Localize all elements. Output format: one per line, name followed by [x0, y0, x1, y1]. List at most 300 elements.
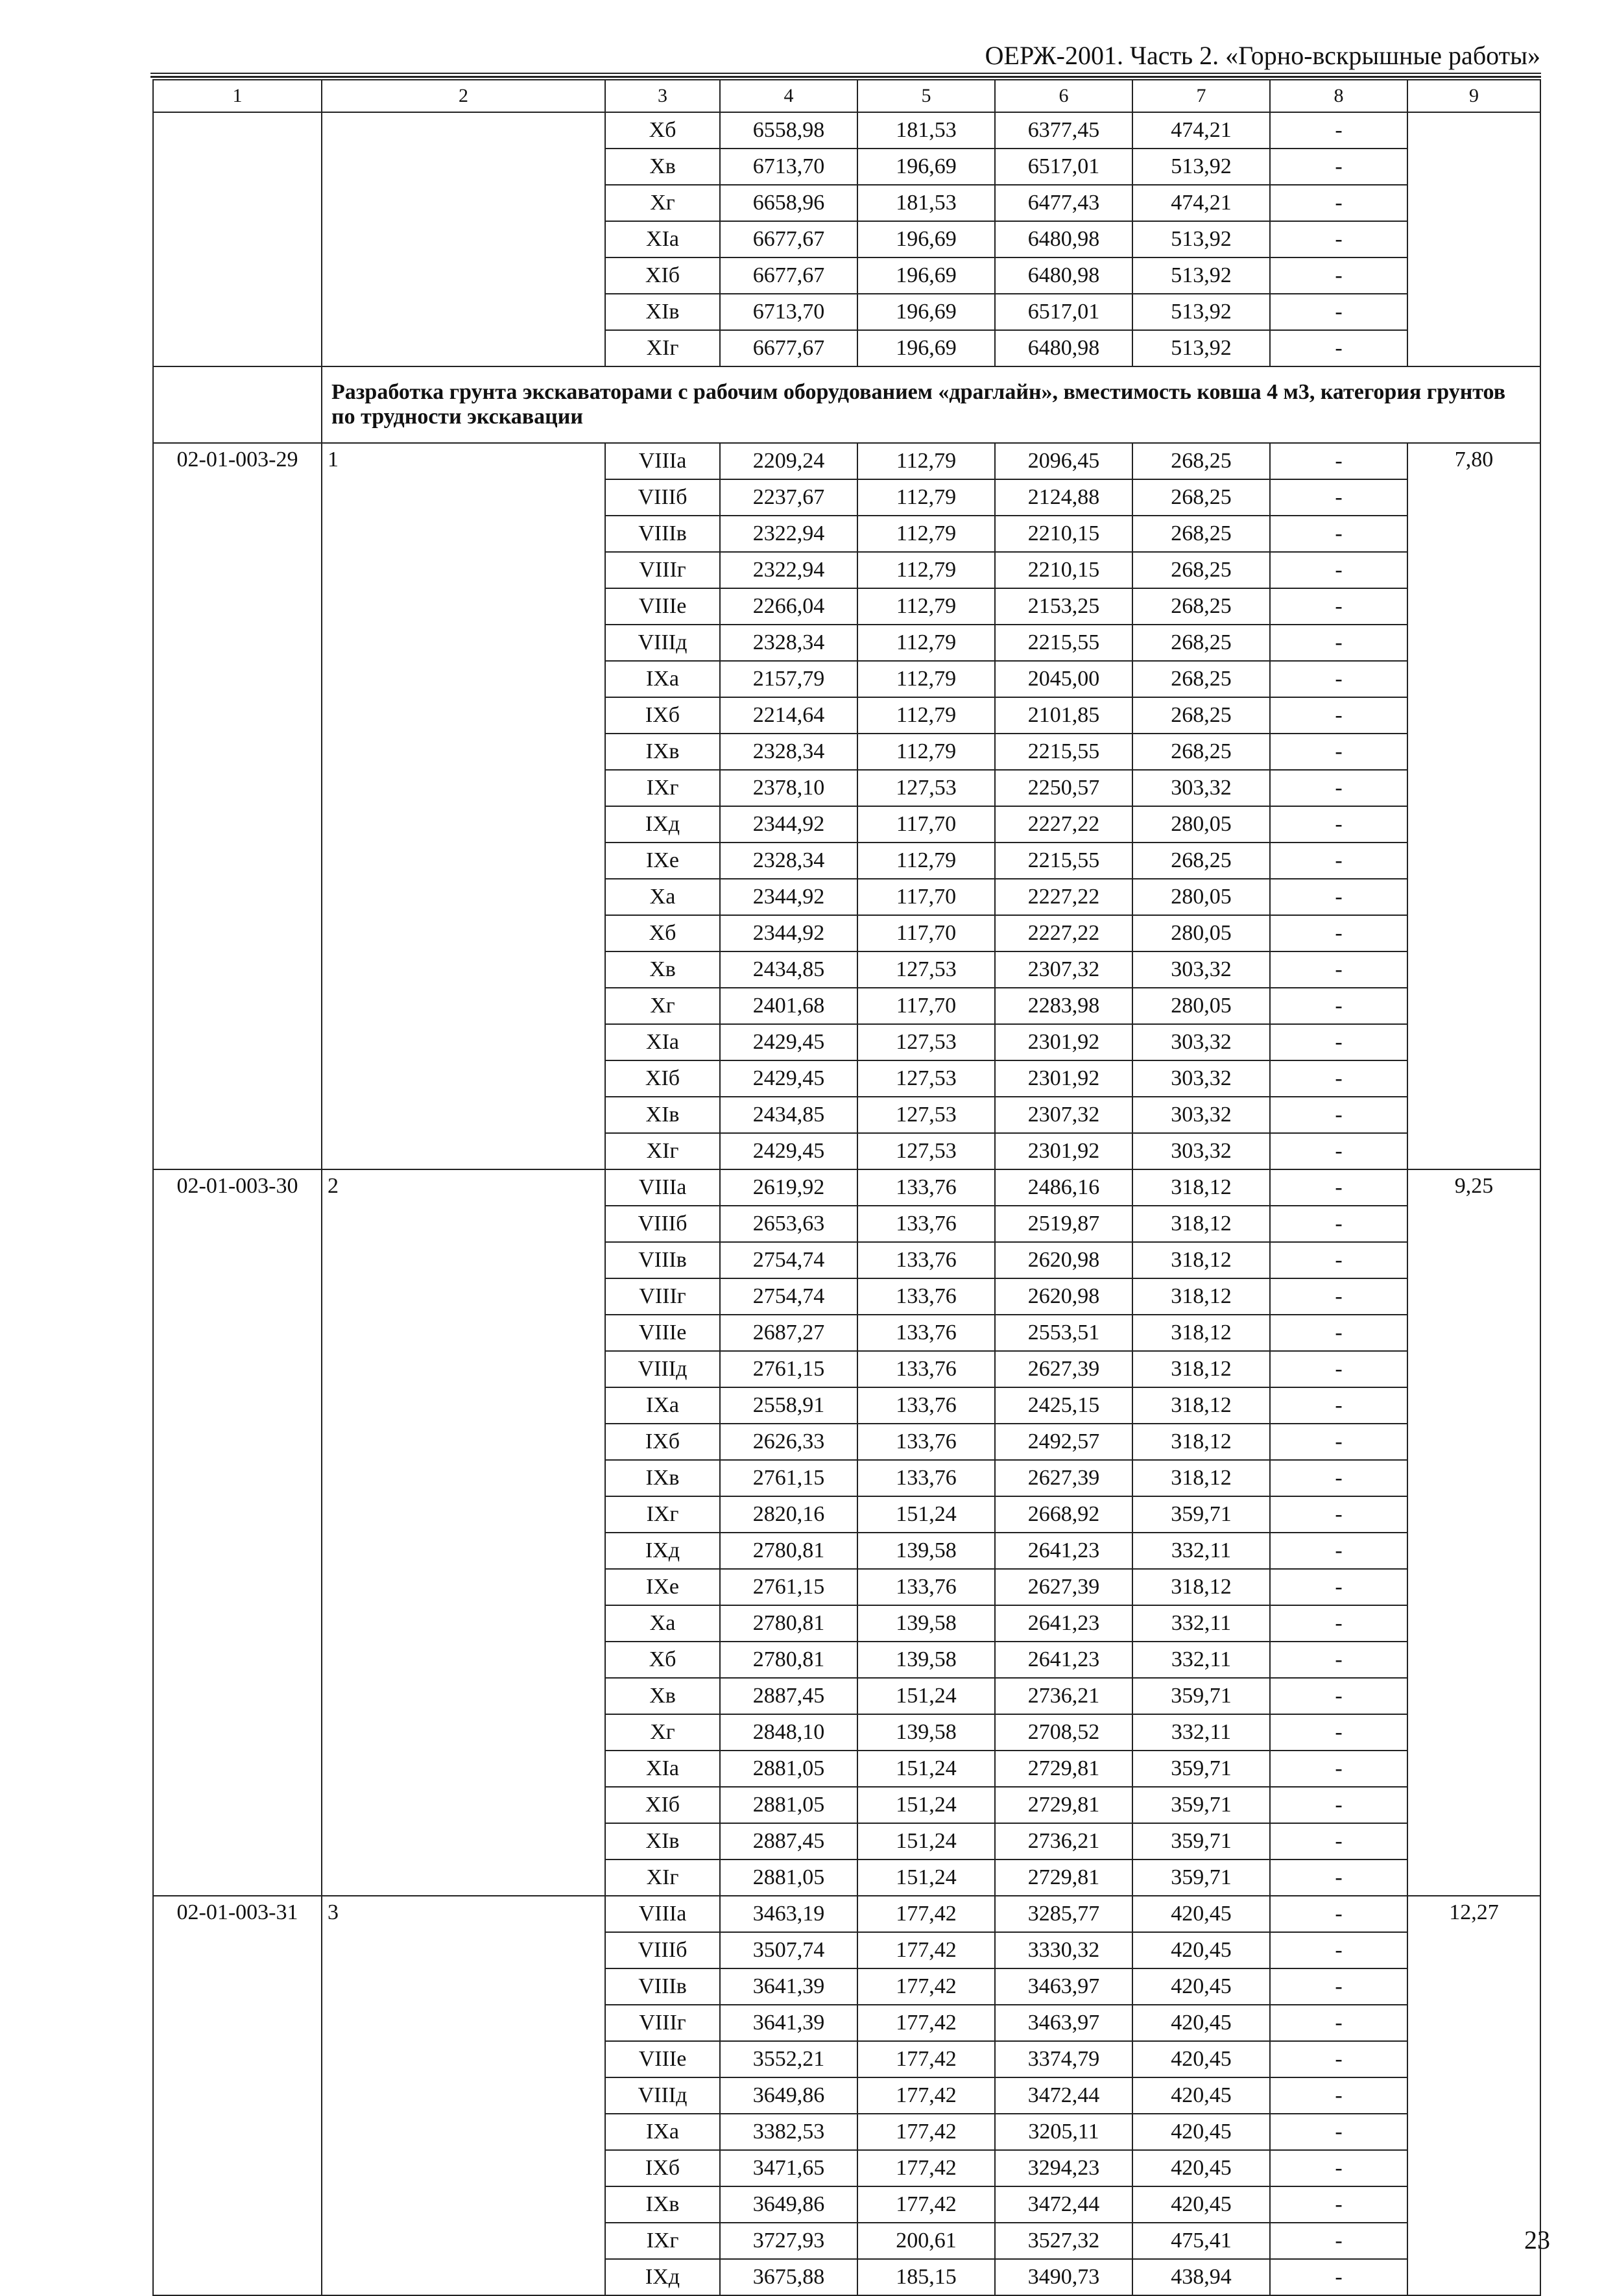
value-cell: 359,71 — [1132, 1860, 1270, 1896]
value-cell: - — [1270, 2259, 1407, 2295]
value-cell: 268,25 — [1132, 734, 1270, 770]
category-cell: IXд — [605, 2259, 720, 2295]
category-cell: IXа — [605, 661, 720, 697]
category-cell: Хв — [605, 149, 720, 185]
value-cell: - — [1270, 1496, 1407, 1533]
value-cell: 3285,77 — [995, 1896, 1132, 1932]
value-cell: 2627,39 — [995, 1351, 1132, 1387]
value-cell: 151,24 — [857, 1678, 995, 1714]
value-cell: 200,61 — [857, 2223, 995, 2259]
value-cell: 303,32 — [1132, 1097, 1270, 1133]
value-cell: - — [1270, 1678, 1407, 1714]
category-cell: XIб — [605, 1060, 720, 1097]
value-cell: 2780,81 — [720, 1533, 857, 1569]
value-cell: 420,45 — [1132, 1896, 1270, 1932]
value-cell: - — [1270, 1242, 1407, 1278]
value-cell: 2887,45 — [720, 1823, 857, 1860]
category-cell: VIIIд — [605, 2077, 720, 2114]
category-cell: Ха — [605, 1605, 720, 1642]
value-cell: 139,58 — [857, 1642, 995, 1678]
col9-value: 12,27 — [1407, 1896, 1540, 2295]
value-cell: 2307,32 — [995, 1097, 1132, 1133]
value-cell: 318,12 — [1132, 1351, 1270, 1387]
value-cell: 2729,81 — [995, 1860, 1132, 1896]
category-cell: VIIIд — [605, 625, 720, 661]
value-cell: 2653,63 — [720, 1206, 857, 1242]
value-cell: 133,76 — [857, 1387, 995, 1424]
value-cell: 2328,34 — [720, 625, 857, 661]
value-cell: 420,45 — [1132, 2005, 1270, 2041]
col9-value: 9,25 — [1407, 1169, 1540, 1896]
category-cell: IXг — [605, 1496, 720, 1533]
value-cell: 280,05 — [1132, 915, 1270, 951]
value-cell: - — [1270, 1896, 1407, 1932]
value-cell: 112,79 — [857, 552, 995, 588]
value-cell: 2045,00 — [995, 661, 1132, 697]
value-cell: - — [1270, 1424, 1407, 1460]
value-cell: 318,12 — [1132, 1460, 1270, 1496]
value-cell: 196,69 — [857, 221, 995, 257]
value-cell: 3463,97 — [995, 2005, 1132, 2041]
value-cell: 268,25 — [1132, 843, 1270, 879]
value-cell: 112,79 — [857, 443, 995, 479]
value-cell: 303,32 — [1132, 1024, 1270, 1060]
value-cell: 318,12 — [1132, 1569, 1270, 1605]
value-cell: 6558,98 — [720, 112, 857, 149]
value-cell: 112,79 — [857, 843, 995, 879]
value-cell: 2627,39 — [995, 1460, 1132, 1496]
value-cell: 2761,15 — [720, 1460, 857, 1496]
header-rule-double — [150, 76, 1541, 78]
value-cell: 3507,74 — [720, 1932, 857, 1968]
value-cell: 3471,65 — [720, 2150, 857, 2186]
value-cell: 2761,15 — [720, 1351, 857, 1387]
norm-code: 02-01-003-30 — [153, 1169, 322, 1896]
value-cell: - — [1270, 734, 1407, 770]
value-cell: - — [1270, 2114, 1407, 2150]
value-cell: 2687,27 — [720, 1315, 857, 1351]
category-cell: VIIIа — [605, 1896, 720, 1932]
value-cell: 268,25 — [1132, 697, 1270, 734]
value-cell: 3463,19 — [720, 1896, 857, 1932]
value-cell: 2401,68 — [720, 988, 857, 1024]
value-cell: 3527,32 — [995, 2223, 1132, 2259]
value-cell: 2283,98 — [995, 988, 1132, 1024]
value-cell: 133,76 — [857, 1278, 995, 1315]
value-cell: 2322,94 — [720, 516, 857, 552]
value-cell: 139,58 — [857, 1605, 995, 1642]
value-cell: 6677,67 — [720, 257, 857, 294]
value-cell: 3675,88 — [720, 2259, 857, 2295]
value-cell: 2761,15 — [720, 1569, 857, 1605]
value-cell: 332,11 — [1132, 1605, 1270, 1642]
value-cell: 359,71 — [1132, 1751, 1270, 1787]
value-cell: 2227,22 — [995, 806, 1132, 843]
value-cell: 127,53 — [857, 951, 995, 988]
value-cell: 133,76 — [857, 1351, 995, 1387]
value-cell: 318,12 — [1132, 1387, 1270, 1424]
category-cell: XIв — [605, 294, 720, 330]
category-cell: IXв — [605, 1460, 720, 1496]
col9-cell-empty — [1407, 112, 1540, 366]
value-cell: 2641,23 — [995, 1533, 1132, 1569]
value-cell: 151,24 — [857, 1496, 995, 1533]
value-cell: - — [1270, 1278, 1407, 1315]
value-cell: 2620,98 — [995, 1278, 1132, 1315]
value-cell: - — [1270, 1460, 1407, 1496]
value-cell: 420,45 — [1132, 2150, 1270, 2186]
value-cell: - — [1270, 770, 1407, 806]
value-cell: 318,12 — [1132, 1206, 1270, 1242]
value-cell: 6480,98 — [995, 330, 1132, 366]
value-cell: - — [1270, 1387, 1407, 1424]
category-cell: IXв — [605, 734, 720, 770]
category-cell: VIIIб — [605, 1206, 720, 1242]
value-cell: 181,53 — [857, 185, 995, 221]
value-cell: 3463,97 — [995, 1968, 1132, 2005]
value-cell: 6480,98 — [995, 221, 1132, 257]
category-cell: VIIIе — [605, 1315, 720, 1351]
value-cell: - — [1270, 588, 1407, 625]
value-cell: 133,76 — [857, 1315, 995, 1351]
column-number: 9 — [1407, 80, 1540, 112]
column-number: 8 — [1270, 80, 1407, 112]
value-cell: 3490,73 — [995, 2259, 1132, 2295]
column-number: 6 — [995, 80, 1132, 112]
category-cell: XIг — [605, 1133, 720, 1169]
value-cell: - — [1270, 988, 1407, 1024]
value-cell: 2344,92 — [720, 915, 857, 951]
section-title: Разработка грунта экскаваторами с рабочим оборудованием «драглайн», вместимость ковша 4 м3, категория грунтов по трудности экскавации — [322, 366, 1540, 443]
norm-item-number: 3 — [322, 1896, 605, 2295]
value-cell: 2881,05 — [720, 1860, 857, 1896]
value-cell: - — [1270, 1751, 1407, 1787]
value-cell: - — [1270, 1060, 1407, 1097]
column-number: 4 — [720, 80, 857, 112]
value-cell: 2619,92 — [720, 1169, 857, 1206]
value-cell: 2227,22 — [995, 915, 1132, 951]
category-cell: IXг — [605, 770, 720, 806]
value-cell: - — [1270, 294, 1407, 330]
value-cell: 2558,91 — [720, 1387, 857, 1424]
value-cell: 177,42 — [857, 2150, 995, 2186]
value-cell: 318,12 — [1132, 1278, 1270, 1315]
category-cell: Хв — [605, 951, 720, 988]
value-cell: 2301,92 — [995, 1060, 1132, 1097]
value-cell: - — [1270, 879, 1407, 915]
value-cell: 2344,92 — [720, 806, 857, 843]
value-cell: 2729,81 — [995, 1787, 1132, 1823]
category-cell: XIа — [605, 1751, 720, 1787]
value-cell: 2378,10 — [720, 770, 857, 806]
category-cell: XIв — [605, 1097, 720, 1133]
value-cell: 2124,88 — [995, 479, 1132, 516]
value-cell: 2668,92 — [995, 1496, 1132, 1533]
value-cell: 2429,45 — [720, 1133, 857, 1169]
value-cell: - — [1270, 2077, 1407, 2114]
table-row — [153, 443, 1540, 479]
value-cell: 6477,43 — [995, 185, 1132, 221]
category-cell: XIв — [605, 1823, 720, 1860]
value-cell: 2627,39 — [995, 1569, 1132, 1605]
category-cell: IXд — [605, 1533, 720, 1569]
value-cell: 318,12 — [1132, 1169, 1270, 1206]
value-cell: 2157,79 — [720, 661, 857, 697]
value-cell: 177,42 — [857, 2186, 995, 2223]
value-cell: 2101,85 — [995, 697, 1132, 734]
value-cell: 112,79 — [857, 734, 995, 770]
value-cell: - — [1270, 112, 1407, 149]
column-number: 1 — [153, 80, 322, 112]
value-cell: 2328,34 — [720, 843, 857, 879]
value-cell: 3552,21 — [720, 2041, 857, 2077]
value-cell: 177,42 — [857, 1932, 995, 1968]
category-cell: Хб — [605, 915, 720, 951]
value-cell: 3649,86 — [720, 2186, 857, 2223]
category-cell: VIIIг — [605, 2005, 720, 2041]
value-cell: - — [1270, 661, 1407, 697]
category-cell: VIIIд — [605, 1351, 720, 1387]
value-cell: 2429,45 — [720, 1024, 857, 1060]
category-cell: XIб — [605, 1787, 720, 1823]
value-cell: 112,79 — [857, 588, 995, 625]
category-cell: IXв — [605, 2186, 720, 2223]
value-cell: 6677,67 — [720, 221, 857, 257]
value-cell: 268,25 — [1132, 443, 1270, 479]
value-cell: 6677,67 — [720, 330, 857, 366]
value-cell: 513,92 — [1132, 221, 1270, 257]
value-cell: 318,12 — [1132, 1315, 1270, 1351]
value-cell: - — [1270, 1860, 1407, 1896]
value-cell: - — [1270, 1097, 1407, 1133]
norm-item-number: 1 — [322, 443, 605, 1169]
value-cell: 2736,21 — [995, 1678, 1132, 1714]
category-cell: VIIIа — [605, 443, 720, 479]
value-cell: 2820,16 — [720, 1496, 857, 1533]
category-cell: Хв — [605, 1678, 720, 1714]
value-cell: 117,70 — [857, 806, 995, 843]
value-cell: 133,76 — [857, 1569, 995, 1605]
value-cell: 151,24 — [857, 1860, 995, 1896]
value-cell: 177,42 — [857, 1968, 995, 2005]
category-cell: XIг — [605, 1860, 720, 1896]
value-cell: 6517,01 — [995, 294, 1132, 330]
value-cell: 303,32 — [1132, 951, 1270, 988]
value-cell: - — [1270, 2223, 1407, 2259]
value-cell: 268,25 — [1132, 552, 1270, 588]
value-cell: 196,69 — [857, 330, 995, 366]
value-cell: 318,12 — [1132, 1424, 1270, 1460]
value-cell: 3205,11 — [995, 2114, 1132, 2150]
value-cell: 2486,16 — [995, 1169, 1132, 1206]
value-cell: 420,45 — [1132, 2114, 1270, 2150]
value-cell: 3472,44 — [995, 2077, 1132, 2114]
value-cell: 420,45 — [1132, 1932, 1270, 1968]
value-cell: 3472,44 — [995, 2186, 1132, 2223]
category-cell: IXа — [605, 2114, 720, 2150]
category-cell: VIIIе — [605, 2041, 720, 2077]
value-cell: 318,12 — [1132, 1242, 1270, 1278]
value-cell: 475,41 — [1132, 2223, 1270, 2259]
value-cell: 2307,32 — [995, 951, 1132, 988]
value-cell: 112,79 — [857, 697, 995, 734]
value-cell: - — [1270, 1133, 1407, 1169]
value-cell: 6658,96 — [720, 185, 857, 221]
value-cell: 151,24 — [857, 1751, 995, 1787]
value-cell: 2641,23 — [995, 1605, 1132, 1642]
value-cell: - — [1270, 330, 1407, 366]
value-cell: 420,45 — [1132, 2186, 1270, 2223]
value-cell: - — [1270, 1605, 1407, 1642]
value-cell: 2780,81 — [720, 1605, 857, 1642]
value-cell: 438,94 — [1132, 2259, 1270, 2295]
table-row — [153, 1169, 1540, 1206]
column-number: 3 — [605, 80, 720, 112]
value-cell: 133,76 — [857, 1169, 995, 1206]
category-cell: XIа — [605, 221, 720, 257]
value-cell: 127,53 — [857, 1024, 995, 1060]
value-cell: 359,71 — [1132, 1678, 1270, 1714]
value-cell: 2519,87 — [995, 1206, 1132, 1242]
value-cell: 268,25 — [1132, 625, 1270, 661]
value-cell: 177,42 — [857, 2077, 995, 2114]
value-cell: 2553,51 — [995, 1315, 1132, 1351]
value-cell: 2096,45 — [995, 443, 1132, 479]
value-cell: 2626,33 — [720, 1424, 857, 1460]
value-cell: 2429,45 — [720, 1060, 857, 1097]
section-row — [153, 366, 1540, 443]
value-cell: - — [1270, 2005, 1407, 2041]
column-number: 7 — [1132, 80, 1270, 112]
column-number-row — [153, 80, 1540, 112]
value-cell: 332,11 — [1132, 1714, 1270, 1751]
value-cell: 196,69 — [857, 257, 995, 294]
value-cell: 268,25 — [1132, 588, 1270, 625]
category-cell: VIIIг — [605, 552, 720, 588]
value-cell: 332,11 — [1132, 1642, 1270, 1678]
value-cell: 2227,22 — [995, 879, 1132, 915]
category-cell: Хб — [605, 1642, 720, 1678]
value-cell: 2210,15 — [995, 552, 1132, 588]
value-cell: 2729,81 — [995, 1751, 1132, 1787]
value-cell: 2328,34 — [720, 734, 857, 770]
category-cell: VIIIв — [605, 1242, 720, 1278]
value-cell: 196,69 — [857, 294, 995, 330]
value-cell: 2736,21 — [995, 1823, 1132, 1860]
value-cell: 2434,85 — [720, 951, 857, 988]
value-cell: 420,45 — [1132, 2077, 1270, 2114]
value-cell: 474,21 — [1132, 185, 1270, 221]
value-cell: - — [1270, 951, 1407, 988]
value-cell: - — [1270, 1533, 1407, 1569]
category-cell: IXе — [605, 843, 720, 879]
value-cell: 359,71 — [1132, 1823, 1270, 1860]
value-cell: - — [1270, 1569, 1407, 1605]
value-cell: 2641,23 — [995, 1642, 1132, 1678]
value-cell: - — [1270, 2041, 1407, 2077]
category-cell: IXб — [605, 2150, 720, 2186]
value-cell: 3641,39 — [720, 2005, 857, 2041]
value-cell: 112,79 — [857, 516, 995, 552]
category-cell: Хг — [605, 988, 720, 1024]
norm-code: 02-01-003-31 — [153, 1896, 322, 2295]
section-row-lead — [153, 366, 322, 443]
value-cell: 177,42 — [857, 1896, 995, 1932]
value-cell: 2620,98 — [995, 1242, 1132, 1278]
value-cell: 3641,39 — [720, 1968, 857, 2005]
header-rule — [150, 73, 1541, 74]
value-cell: - — [1270, 1351, 1407, 1387]
value-cell: 513,92 — [1132, 257, 1270, 294]
value-cell: 2881,05 — [720, 1787, 857, 1823]
value-cell: - — [1270, 2186, 1407, 2223]
value-cell: 3727,93 — [720, 2223, 857, 2259]
value-cell: 6480,98 — [995, 257, 1132, 294]
value-cell: 112,79 — [857, 479, 995, 516]
value-cell: 268,25 — [1132, 479, 1270, 516]
value-cell: 2266,04 — [720, 588, 857, 625]
column-number: 2 — [322, 80, 605, 112]
value-cell: 280,05 — [1132, 988, 1270, 1024]
category-cell: VIIIв — [605, 1968, 720, 2005]
value-cell: 513,92 — [1132, 294, 1270, 330]
value-cell: 332,11 — [1132, 1533, 1270, 1569]
value-cell: 2153,25 — [995, 588, 1132, 625]
value-cell: - — [1270, 843, 1407, 879]
value-cell: - — [1270, 1968, 1407, 2005]
value-cell: - — [1270, 149, 1407, 185]
category-cell: VIIIв — [605, 516, 720, 552]
value-cell: 268,25 — [1132, 661, 1270, 697]
category-cell: IXб — [605, 1424, 720, 1460]
category-cell: Хб — [605, 112, 720, 149]
value-cell: - — [1270, 185, 1407, 221]
category-cell: IXб — [605, 697, 720, 734]
value-cell: 177,42 — [857, 2041, 995, 2077]
value-cell: 474,21 — [1132, 112, 1270, 149]
value-cell: - — [1270, 257, 1407, 294]
page-header: ОЕРЖ-2001. Часть 2. «Горно-вскрышные работы» — [985, 41, 1540, 70]
category-cell: Хг — [605, 185, 720, 221]
value-cell: 513,92 — [1132, 149, 1270, 185]
value-cell: - — [1270, 697, 1407, 734]
value-cell: 2322,94 — [720, 552, 857, 588]
value-cell: 139,58 — [857, 1714, 995, 1751]
column-number: 5 — [857, 80, 995, 112]
value-cell: 2848,10 — [720, 1714, 857, 1751]
value-cell: 196,69 — [857, 149, 995, 185]
value-cell: 2301,92 — [995, 1024, 1132, 1060]
value-cell: 6377,45 — [995, 112, 1132, 149]
value-cell: 127,53 — [857, 1133, 995, 1169]
name-cell-empty — [322, 112, 605, 366]
value-cell: 6713,70 — [720, 294, 857, 330]
value-cell: 2250,57 — [995, 770, 1132, 806]
category-cell: XIб — [605, 257, 720, 294]
value-cell: 181,53 — [857, 112, 995, 149]
value-cell: 303,32 — [1132, 1133, 1270, 1169]
value-cell: 2215,55 — [995, 843, 1132, 879]
value-cell: 303,32 — [1132, 1060, 1270, 1097]
value-cell: 6517,01 — [995, 149, 1132, 185]
value-cell: 2754,74 — [720, 1278, 857, 1315]
value-cell: - — [1270, 1024, 1407, 1060]
category-cell: Хг — [605, 1714, 720, 1751]
page-number: 23 — [1524, 2225, 1550, 2254]
value-cell: 139,58 — [857, 1533, 995, 1569]
table-row — [153, 1896, 1540, 1932]
value-cell: 133,76 — [857, 1242, 995, 1278]
